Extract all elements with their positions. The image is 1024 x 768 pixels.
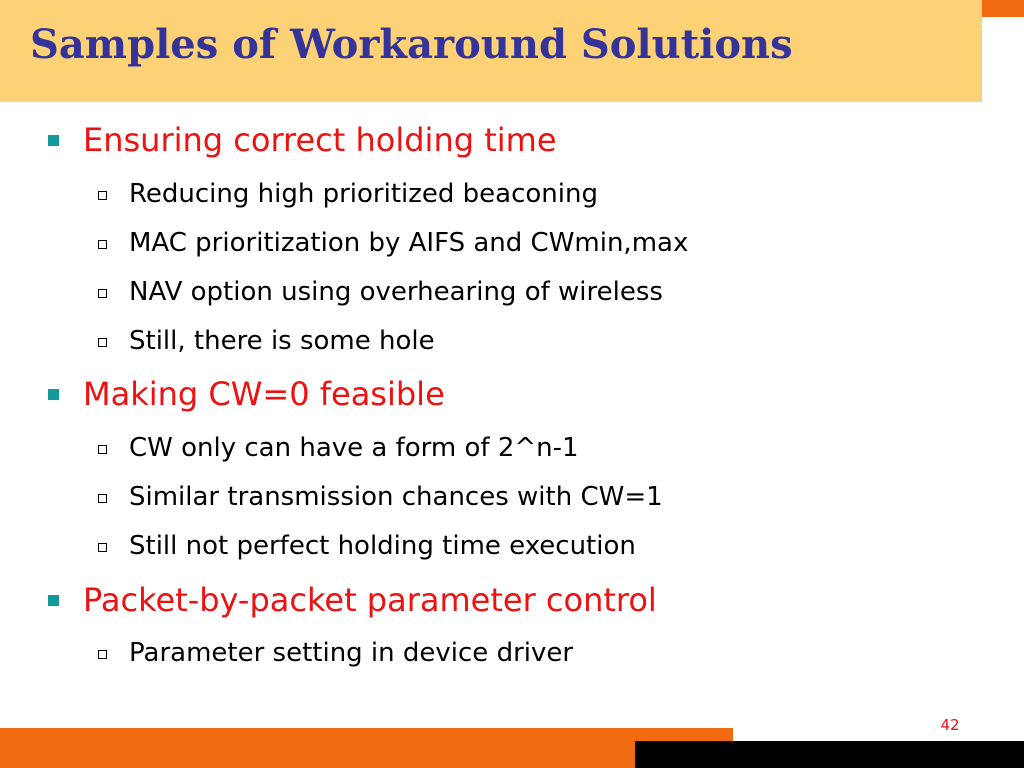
square-bullet-icon — [48, 389, 59, 400]
sub-bullet-text: Parameter setting in device driver — [129, 638, 574, 668]
slide-title: Samples of Workaround Solutions — [30, 21, 793, 68]
hollow-square-bullet-icon — [98, 543, 107, 552]
sub-bullet-text: MAC prioritization by AIFS and CWmin,max — [129, 228, 689, 258]
square-bullet-icon — [48, 595, 59, 606]
bullet-heading-text: Packet-by-packet parameter control — [83, 581, 657, 619]
sub-bullet-text: NAV option using overhearing of wireless — [129, 277, 663, 307]
page-number: 42 — [940, 716, 960, 734]
sub-bullet-text: CW only can have a form of 2^n-1 — [129, 433, 579, 463]
bullet-heading-text: Making CW=0 feasible — [83, 375, 445, 413]
hollow-square-bullet-icon — [98, 494, 107, 503]
hollow-square-bullet-icon — [98, 650, 107, 659]
sub-bullet-text: Still, there is some hole — [129, 326, 435, 356]
bullet-heading-text: Ensuring correct holding time — [83, 121, 557, 159]
bottom-accent-bar — [0, 728, 733, 768]
square-bullet-icon — [48, 135, 59, 146]
hollow-square-bullet-icon — [98, 338, 107, 347]
hollow-square-bullet-icon — [98, 445, 107, 454]
sub-bullet-text: Still not perfect holding time execution — [129, 531, 636, 561]
bottom-dark-bar — [635, 741, 1024, 768]
sub-bullet-text: Reducing high prioritized beaconing — [129, 179, 598, 209]
hollow-square-bullet-icon — [98, 289, 107, 298]
hollow-square-bullet-icon — [98, 191, 107, 200]
sub-bullet-text: Similar transmission chances with CW=1 — [129, 482, 663, 512]
hollow-square-bullet-icon — [98, 240, 107, 249]
